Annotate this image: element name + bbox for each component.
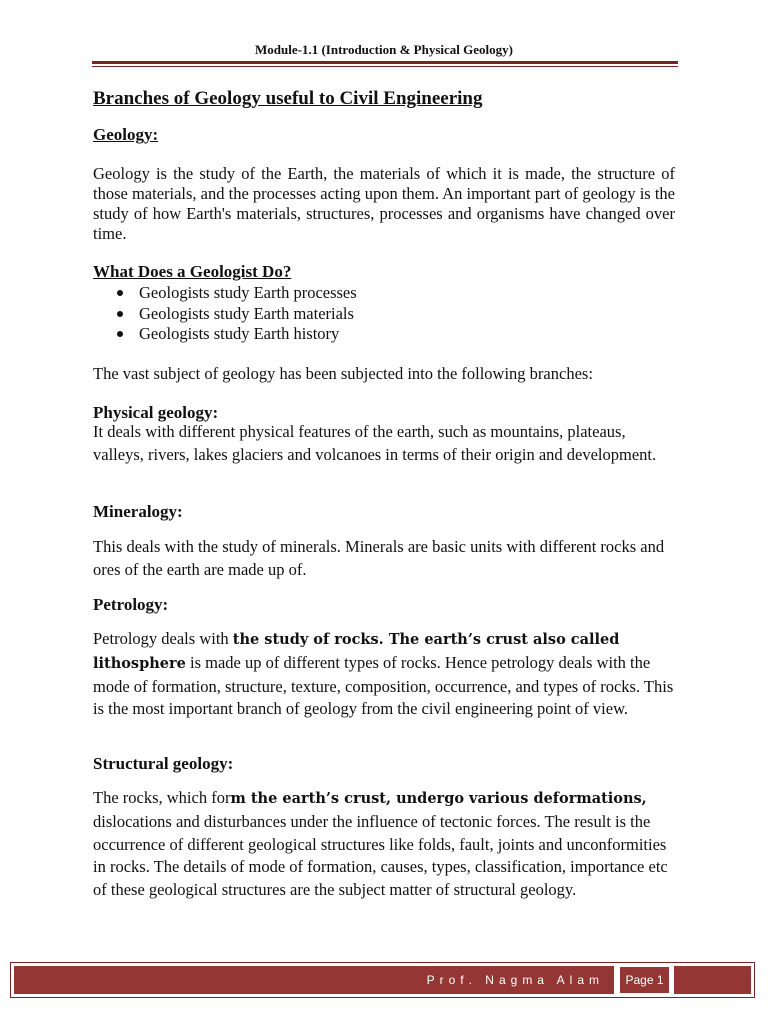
header-rule-thin bbox=[92, 66, 678, 67]
petrology-paragraph: Petrology deals with the study of rocks. The earth’s crust also called lithosphere is made up of different types of rocks. Hence petrology deals with the mode of formation, structure, texture, composition, occurrence, and types of rocks. This is the most important branch of geology from the civil engineering point of view. bbox=[93, 629, 674, 719]
petrology-emphasis: the study of rocks. The earth’s crust also called lithosphere bbox=[93, 631, 620, 672]
list-item: Geologists study Earth materials bbox=[115, 304, 357, 325]
geologist-list bbox=[115, 283, 357, 345]
mineralogy-paragraph: This deals with the study of minerals. Minerals are basic units with different rocks and ores of the earth are made up of. bbox=[93, 537, 665, 579]
footer-band bbox=[674, 966, 751, 994]
geologist-heading: What Does a Geologist Do? bbox=[93, 262, 292, 281]
list-item: Geologists study Earth history bbox=[115, 324, 357, 345]
bullet-icon bbox=[117, 311, 123, 317]
physical-geology-paragraph: It deals with different physical features of the earth, such as mountains, plateaus, valleys, rivers, lakes glaciers and volcanoes in terms of their origin and development. bbox=[93, 422, 657, 464]
module-header: Module-1.1 (Introduction & Physical Geology) bbox=[255, 42, 513, 57]
geology-heading: Geology: bbox=[93, 125, 159, 144]
branches-intro: The vast subject of geology has been subjected into the following branches: bbox=[93, 364, 593, 383]
structural-geology-heading: Structural geology: bbox=[93, 754, 234, 773]
structural-emphasis: m the earth’s crust, undergo various deformations, bbox=[230, 790, 647, 807]
petrology-heading: Petrology: bbox=[93, 595, 169, 614]
list-item: Geologists study Earth processes bbox=[115, 283, 357, 304]
bullet-icon bbox=[117, 331, 123, 337]
footer-page-number: Page 1 bbox=[619, 966, 670, 994]
header-rule-thick bbox=[92, 61, 678, 64]
structural-geology-paragraph: The rocks, which form the earth’s crust, undergo various deformations, dislocations and disturbances under the influence of tectonic forces. The result is the occurrence of different geological structures like folds, fault, joints and unconformities in rocks. The details of mode of formation, causes, types, classification, importance etc of these geological structures are the subject matter of structural geology. bbox=[93, 788, 668, 900]
page-title: Branches of Geology useful to Civil Engineering bbox=[93, 88, 483, 109]
footer-author: Prof. Nagma Alam bbox=[14, 966, 614, 994]
bullet-icon bbox=[117, 290, 123, 296]
geology-paragraph: Geology is the study of the Earth, the materials of which it is made, the structure of those materials, and the processes acting upon them. An important part of geology is the study of how Earth's materials, structures, processes and organisms have changed over time. bbox=[93, 164, 675, 243]
mineralogy-heading: Mineralogy: bbox=[93, 502, 183, 521]
physical-geology-heading: Physical geology: bbox=[93, 403, 219, 422]
